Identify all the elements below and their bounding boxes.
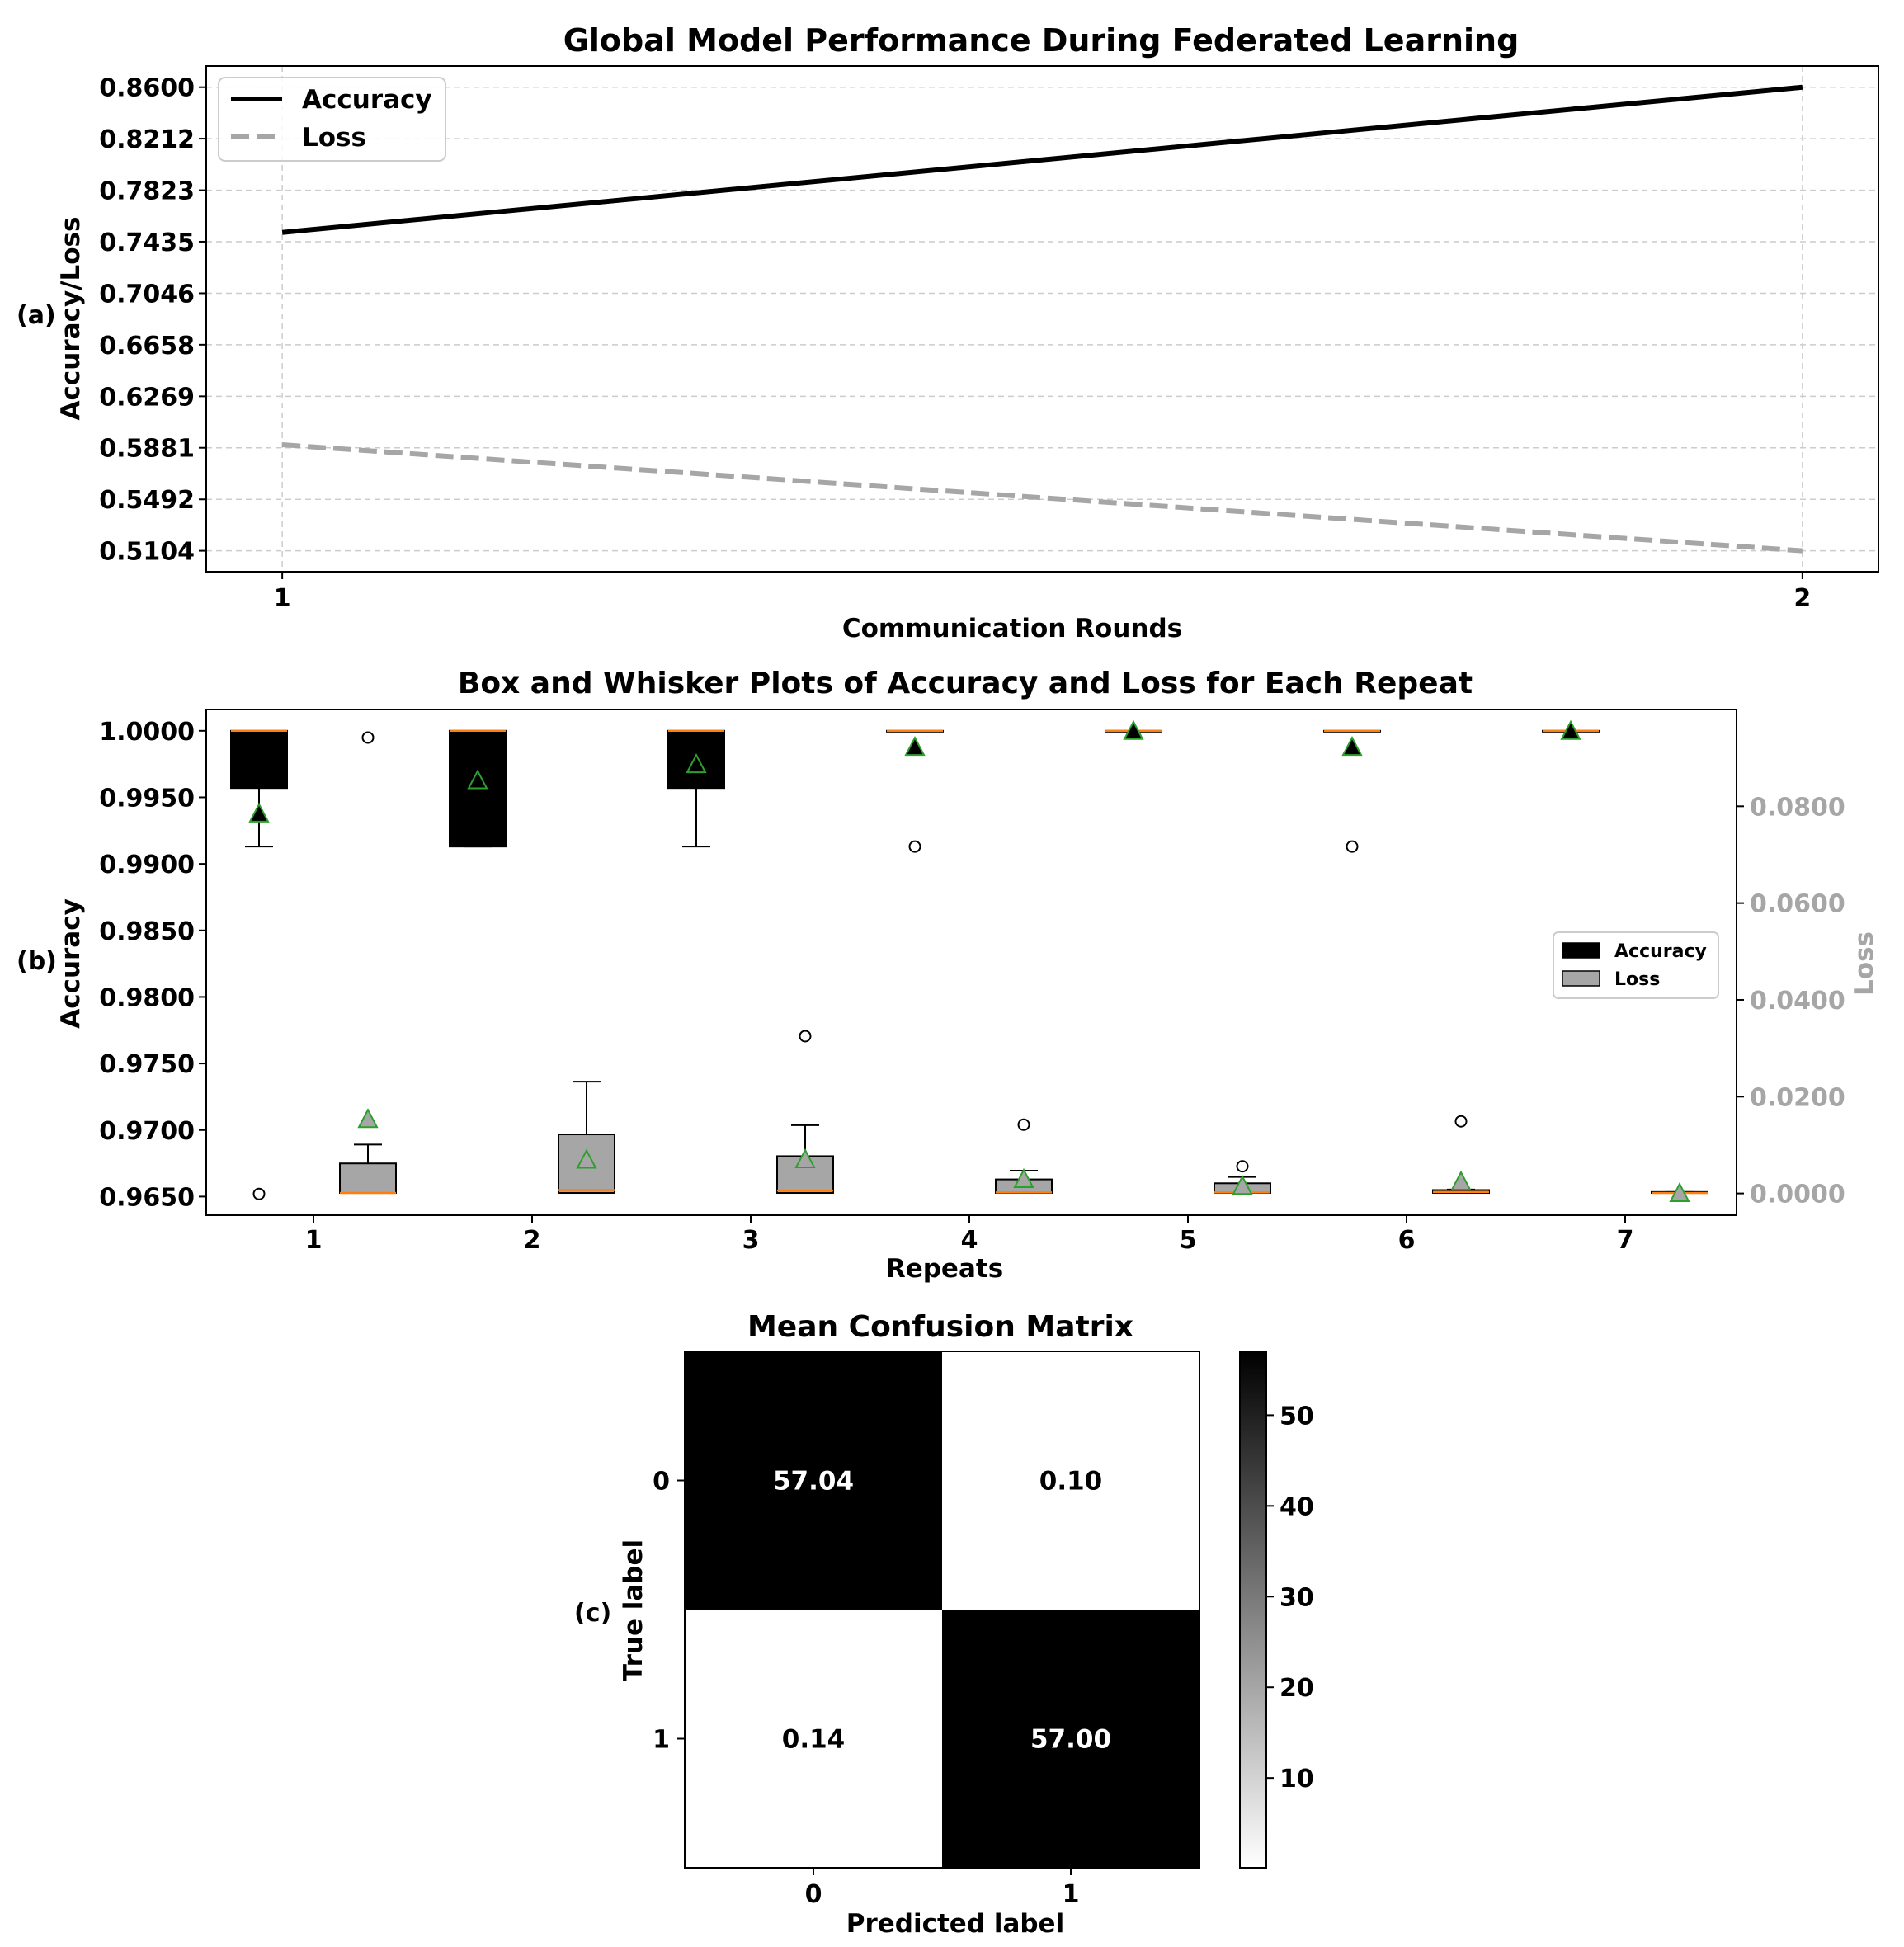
panel-b-ylabel-left: Accuracy	[56, 898, 86, 1029]
panel-c-y-tick-label: 0	[653, 1467, 670, 1497]
colorbar-tick-label: 30	[1280, 1583, 1314, 1613]
accuracy-outlier	[910, 842, 921, 852]
legend-box-accuracy-label: Accuracy	[1614, 941, 1707, 962]
panel-b-right-y-tick-label: 0.0000	[1750, 1180, 1845, 1209]
panel-a-y-tick-label: 0.5104	[99, 537, 195, 567]
panel-b-left-y-tick-label: 0.9850	[99, 917, 195, 946]
panel-b-ylabel-right: Loss	[1850, 931, 1879, 996]
accuracy-outlier	[1347, 842, 1358, 852]
colorbar-tick-label: 50	[1280, 1402, 1314, 1431]
matrix-cell-label: 57.00	[1030, 1724, 1112, 1755]
loss-outlier	[1237, 1161, 1248, 1172]
loss-outlier	[1456, 1116, 1467, 1127]
panel-b-x-tick-label: 5	[1179, 1226, 1197, 1255]
loss-mean-marker	[1452, 1172, 1470, 1190]
panel-b-left-y-tick-label: 0.9750	[99, 1050, 195, 1080]
series-line-accuracy	[282, 87, 1803, 233]
panel-a-title: Global Model Performance During Federated Learning	[563, 22, 1520, 59]
colorbar-ticks	[1266, 1402, 1314, 1794]
panel-b-left-y-tick-label: 1.0000	[99, 717, 195, 747]
panel-a-lines	[282, 87, 1803, 551]
panel-c-y-tick-label: 1	[653, 1725, 670, 1755]
accuracy-box	[231, 731, 287, 788]
panel-b-x-tick-label: 6	[1397, 1226, 1416, 1255]
legend-box-loss-swatch	[1562, 971, 1600, 986]
panel-a-ylabel: Accuracy/Loss	[56, 216, 86, 421]
panel-a-legend	[219, 78, 445, 161]
panel-b-x-tick-label: 7	[1616, 1226, 1634, 1255]
legend-box-loss-label: Loss	[1614, 969, 1661, 990]
panel-b	[16, 667, 1879, 1284]
panel-c-x-tick-label: 0	[804, 1880, 822, 1909]
legend-box-accuracy-swatch	[1562, 943, 1600, 958]
panel-b-left-y-tick-label: 0.9950	[99, 784, 195, 813]
panel-a-x-tick-label: 1	[273, 584, 291, 613]
panel-b-left-y-ticks	[99, 718, 206, 1213]
panel-a-label: (a)	[16, 301, 56, 330]
panel-b-right-y-tick-label: 0.0200	[1750, 1083, 1845, 1113]
panel-b-left-y-tick-label: 0.9650	[99, 1183, 195, 1213]
panel-a	[16, 22, 1878, 644]
panel-a-y-tick-label: 0.6658	[99, 331, 195, 361]
panel-a-x-tick-label: 2	[1793, 584, 1812, 613]
accuracy-outlier	[254, 1189, 265, 1200]
panel-a-xlabel: Communication Rounds	[841, 614, 1183, 644]
series-line-loss	[282, 445, 1803, 551]
panel-b-legend	[1553, 932, 1718, 998]
panel-c	[574, 1310, 1314, 1939]
panel-b-left-y-tick-label: 0.9900	[99, 851, 195, 880]
legend-accuracy-label: Accuracy	[302, 85, 432, 115]
panel-b-left-y-tick-label: 0.9800	[99, 983, 195, 1013]
panel-b-right-y-tick-label: 0.0800	[1750, 793, 1845, 823]
matrix-cell-label: 57.04	[772, 1466, 855, 1497]
accuracy-mean-marker	[906, 738, 924, 755]
panel-b-right-y-ticks	[1737, 793, 1845, 1209]
panel-b-axes-frame	[206, 710, 1737, 1215]
colorbar-tick-label: 40	[1280, 1492, 1314, 1522]
panel-a-y-tick-label: 0.8600	[99, 73, 195, 103]
panel-b-x-tick-label: 2	[523, 1226, 541, 1255]
loss-mean-marker	[359, 1110, 377, 1127]
panel-a-y-tick-label: 0.7823	[99, 177, 195, 206]
panel-c-x-tick-label: 1	[1062, 1880, 1080, 1909]
panel-b-boxes	[231, 722, 1708, 1201]
loss-outlier	[1019, 1120, 1030, 1130]
accuracy-mean-marker	[250, 804, 268, 822]
loss-outlier	[363, 733, 374, 743]
colorbar-tick-label: 20	[1280, 1674, 1314, 1704]
panel-c-title: Mean Confusion Matrix	[747, 1310, 1134, 1344]
matrix-cell-label: 0.14	[781, 1724, 846, 1755]
panel-b-title: Box and Whisker Plots of Accuracy and Loss for Each Repeat	[457, 667, 1473, 700]
panel-c-xlabel: Predicted label	[846, 1909, 1065, 1939]
panel-c-ylabel: True label	[619, 1539, 648, 1682]
loss-box	[340, 1163, 396, 1193]
panel-c-matrix	[685, 1351, 1199, 1868]
panel-a-x-ticks	[274, 572, 1812, 613]
accuracy-mean-marker	[1343, 738, 1361, 755]
legend-loss-label: Loss	[302, 123, 366, 153]
panel-b-right-y-tick-label: 0.0400	[1750, 986, 1845, 1016]
loss-mean-marker	[1015, 1170, 1033, 1187]
panel-c-label: (c)	[574, 1599, 612, 1628]
panel-b-label: (b)	[16, 947, 57, 976]
loss-outlier	[800, 1030, 811, 1041]
panel-a-y-tick-label: 0.6269	[99, 383, 195, 412]
panel-b-x-ticks	[305, 1215, 1634, 1255]
colorbar	[1240, 1351, 1266, 1868]
matrix-cell-label: 0.10	[1039, 1466, 1103, 1497]
panel-a-y-tick-label: 0.7435	[99, 228, 195, 257]
colorbar-tick-label: 10	[1280, 1765, 1314, 1794]
panel-b-left-y-tick-label: 0.9700	[99, 1116, 195, 1146]
panel-b-right-y-tick-label: 0.0600	[1750, 889, 1845, 919]
panel-a-y-ticks	[99, 74, 206, 567]
panel-b-x-tick-label: 4	[960, 1226, 978, 1255]
panel-a-axes-frame	[206, 66, 1878, 572]
panel-a-y-tick-label: 0.5492	[99, 486, 195, 516]
panel-a-y-tick-label: 0.5881	[99, 434, 195, 464]
panel-a-y-tick-label: 0.7046	[99, 280, 195, 309]
panel-b-x-tick-label: 1	[304, 1226, 323, 1255]
panel-a-grid	[206, 66, 1878, 572]
panel-b-xlabel: Repeats	[885, 1254, 1004, 1284]
panel-b-x-tick-label: 3	[742, 1226, 760, 1255]
panel-a-y-tick-label: 0.8212	[99, 125, 195, 155]
